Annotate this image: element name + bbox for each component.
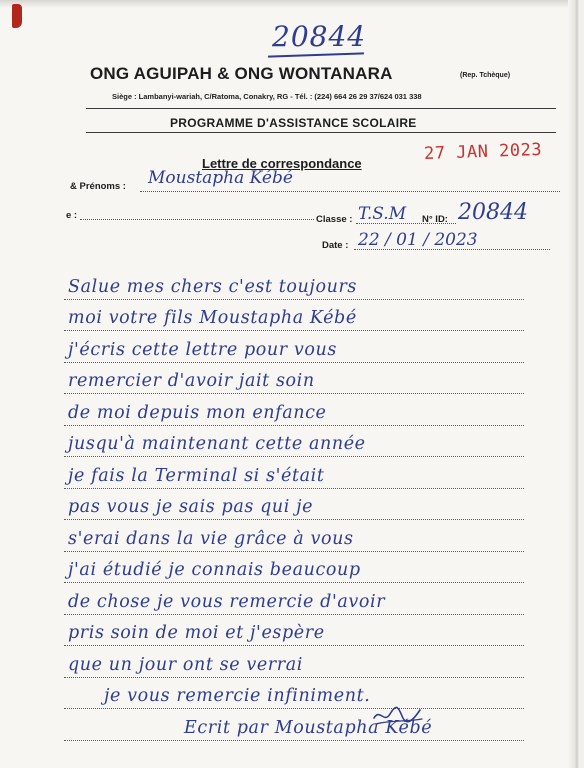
id-value: 20844 <box>458 200 528 225</box>
body-line-text: jusqu'à maintenant cette année <box>68 434 366 454</box>
body-line <box>64 268 524 300</box>
body-line-text: pas vous je sais pas qui je <box>68 497 314 517</box>
letter-body <box>64 268 524 741</box>
body-line <box>64 457 524 489</box>
name-label: & Prénoms : <box>70 181 126 192</box>
body-line-text: moi votre fils Moustapha Kébé <box>68 308 357 328</box>
class-value: T.S.M <box>358 204 407 224</box>
body-line-text: pris soin de moi et j'espère <box>68 623 325 643</box>
body-line-text: je vous remercie infiniment. <box>104 686 371 706</box>
body-line <box>64 489 524 521</box>
row2-label: e : <box>66 210 78 221</box>
body-line-text: de chose je vous remercie d'avoir <box>68 591 386 612</box>
name-value: Moustapha Kébé <box>148 168 293 188</box>
body-line <box>64 583 524 615</box>
scan-edge-right <box>568 0 584 768</box>
body-line-text: de moi depuis mon enfance <box>68 402 327 423</box>
header-rule-bottom <box>86 132 556 133</box>
body-line <box>64 678 524 710</box>
organization-title: ONG AGUIPAH & ONG WONTANARA <box>90 64 393 83</box>
body-line <box>64 520 524 552</box>
received-date-stamp: 27 JAN 2023 <box>423 139 543 165</box>
date-label: Date : <box>322 240 349 251</box>
body-line <box>64 300 524 332</box>
body-line-text: remercier d'avoir jait soin <box>68 371 315 391</box>
row2-dotted-line <box>80 212 314 220</box>
body-line <box>64 709 524 741</box>
serial-underline <box>268 52 364 57</box>
body-line <box>64 552 524 584</box>
body-line <box>64 394 524 426</box>
body-line <box>64 615 524 647</box>
date-value: 22 / 01 / 2023 <box>358 230 478 250</box>
body-line-text: s'erai dans la vie grâce à vous <box>68 528 354 549</box>
body-line <box>64 363 524 395</box>
body-line-text: Salue mes chers c'est toujours <box>68 276 358 297</box>
body-line <box>64 426 524 458</box>
red-corner-mark <box>12 4 22 28</box>
letter-title: Lettre de correspondance <box>202 156 362 171</box>
body-line-text: Ecrit par Moustapha Kébé <box>184 717 433 738</box>
body-line <box>64 646 524 678</box>
body-line-text: j'écris cette lettre pour vous <box>68 339 337 360</box>
letter-page <box>40 0 560 768</box>
handwritten-serial-number: 20844 <box>272 20 367 53</box>
id-label: N° ID: <box>422 214 448 225</box>
header-rule-top <box>86 108 556 109</box>
program-title: PROGRAMME D'ASSISTANCE SCOLAIRE <box>170 116 417 130</box>
organization-address: Siège : Lambanyi-wariah, C/Ratoma, Conakry, RG - Tél. : (224) 664 26 29 37/624 031 338 <box>112 92 422 101</box>
body-line-text: que un jour ont se verrai <box>68 654 303 675</box>
signature <box>370 700 426 728</box>
body-line <box>64 331 524 363</box>
class-label: Classe : <box>316 214 353 225</box>
organization-country: (Rep. Tchèque) <box>460 72 511 79</box>
body-line-text: je fais la Terminal si s'était <box>68 465 325 486</box>
body-line-text: j'ai étudié je connais beaucoup <box>68 560 361 580</box>
